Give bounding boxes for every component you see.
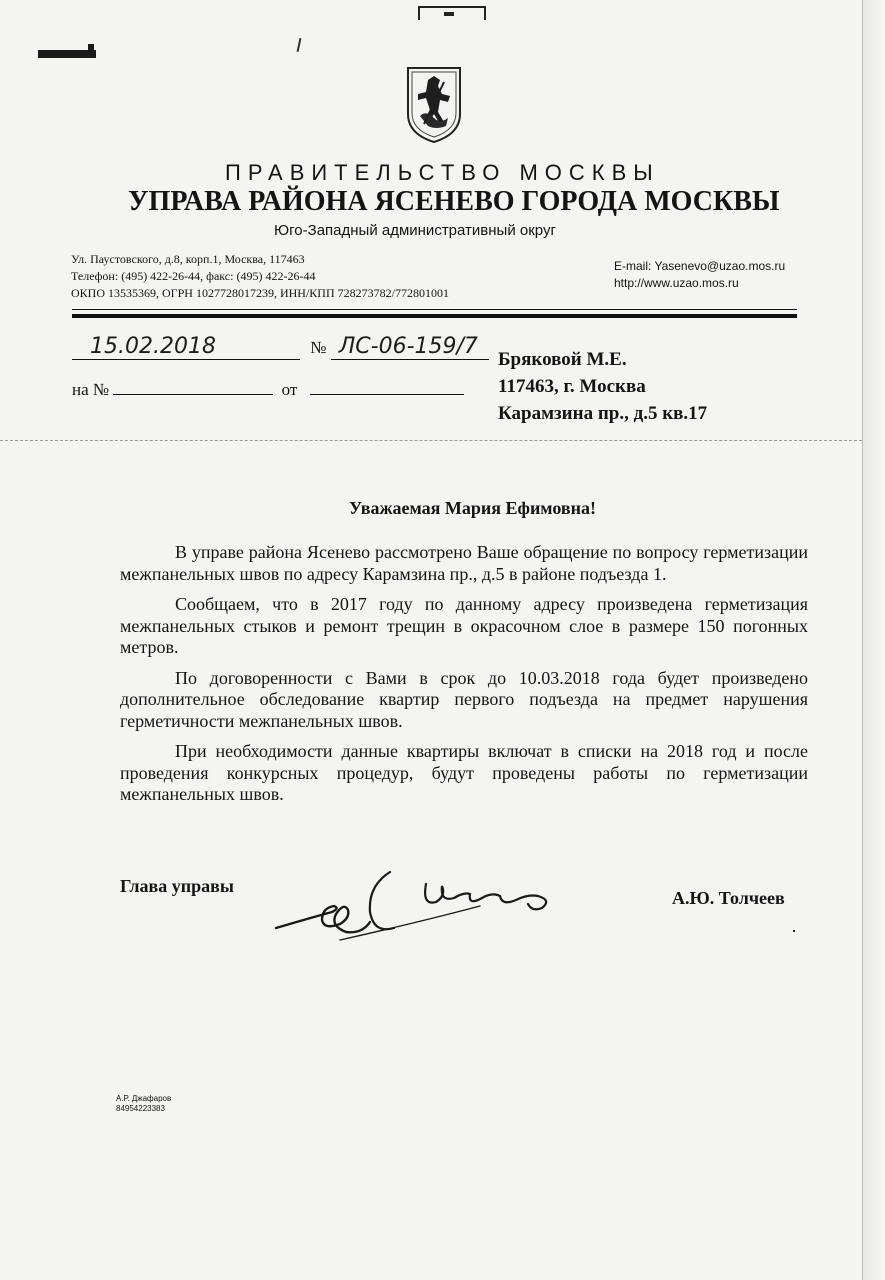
org-codes: ОКПО 13535369, ОГРН 1027728017239, ИНН/КПП 728273782/772801001 xyxy=(71,286,449,300)
moscow-coat-of-arms-icon xyxy=(404,64,464,144)
signatory-name: А.Ю. Толчеев xyxy=(672,888,785,908)
executor-phone: 84954223383 xyxy=(116,1104,165,1113)
org-contacts xyxy=(71,251,449,302)
reference-number-blank xyxy=(113,376,273,395)
letter-paragraph: По договоренности с Вами в срок до 10.03.2018 года будет произведено дополнительное обследование квартир первого подъезда на предмет нарушения герметичности межпанельных швов. xyxy=(120,667,808,731)
executor-block xyxy=(116,1094,171,1114)
signatory-position: Глава управы xyxy=(120,876,234,896)
scan-mark xyxy=(418,6,486,20)
letter-body xyxy=(120,542,808,815)
header-rule xyxy=(72,309,797,310)
from-label: от xyxy=(281,380,298,399)
letter-paragraph: При необходимости данные квартиры включат в списки на 2018 год и после проведения конкурсных процедур, будут проведены работы по герметизации межпанельных швов. xyxy=(120,741,808,804)
addressee-city: 117463, г. Москва xyxy=(498,376,646,397)
uprava-title: УПРАВА РАЙОНА ЯСЕНЕВО ГОРОДА МОСКВЫ xyxy=(128,186,780,217)
handwritten-signature xyxy=(270,862,570,944)
addressee-block xyxy=(498,346,707,427)
org-address: Ул. Паустовского, д.8, корп.1, Москва, 117463 xyxy=(71,252,305,266)
org-email: E-mail: Yasenevo@uzao.mos.ru xyxy=(614,259,786,273)
reference-label: на № xyxy=(72,380,110,399)
org-phone: Телефон: (495) 422-26-44, факс: (495) 422-26-44 xyxy=(71,269,316,283)
scan-edge xyxy=(862,0,885,1280)
number-label: № xyxy=(310,338,327,357)
government-title: ПРАВИТЕЛЬСТВО МОСКВЫ xyxy=(225,160,660,185)
registration-line xyxy=(72,334,489,360)
letter-paragraph: В управе района Ясенево рассмотрено Ваше обращение по вопросу герметизации межпанельных швов по адресу Карамзина пр., д.5 в районе подъезда 1. xyxy=(120,542,808,584)
from-date-blank xyxy=(310,376,464,395)
letter-paragraph: Сообщаем, что в 2017 году по данному адресу произведена герметизация межпанельных стыков и ремонт трещин в окрасочном слое в размере 150 погонных метров. xyxy=(120,594,808,657)
reference-line xyxy=(72,376,464,400)
addressee-street: Карамзина пр., д.5 кв.17 xyxy=(498,403,708,424)
fold-line xyxy=(0,440,862,441)
okrug-subtitle: Юго-Западный административный округ xyxy=(274,222,556,239)
scan-speck xyxy=(793,930,795,932)
org-online xyxy=(614,258,785,292)
addressee-name: Бряковой М.Е. xyxy=(498,349,627,370)
registration-date: 15.02.2018 xyxy=(72,334,300,360)
executor-name: А.Р. Джафаров xyxy=(116,1094,172,1103)
registration-number: ЛС-06-159/7 xyxy=(331,334,489,360)
salutation: Уважаемая Мария Ефимовна! xyxy=(349,498,596,518)
header-rule xyxy=(72,314,797,318)
scan-mark xyxy=(38,50,96,58)
org-website: http://www.uzao.mos.ru xyxy=(614,276,739,290)
scan-mark xyxy=(297,38,302,52)
